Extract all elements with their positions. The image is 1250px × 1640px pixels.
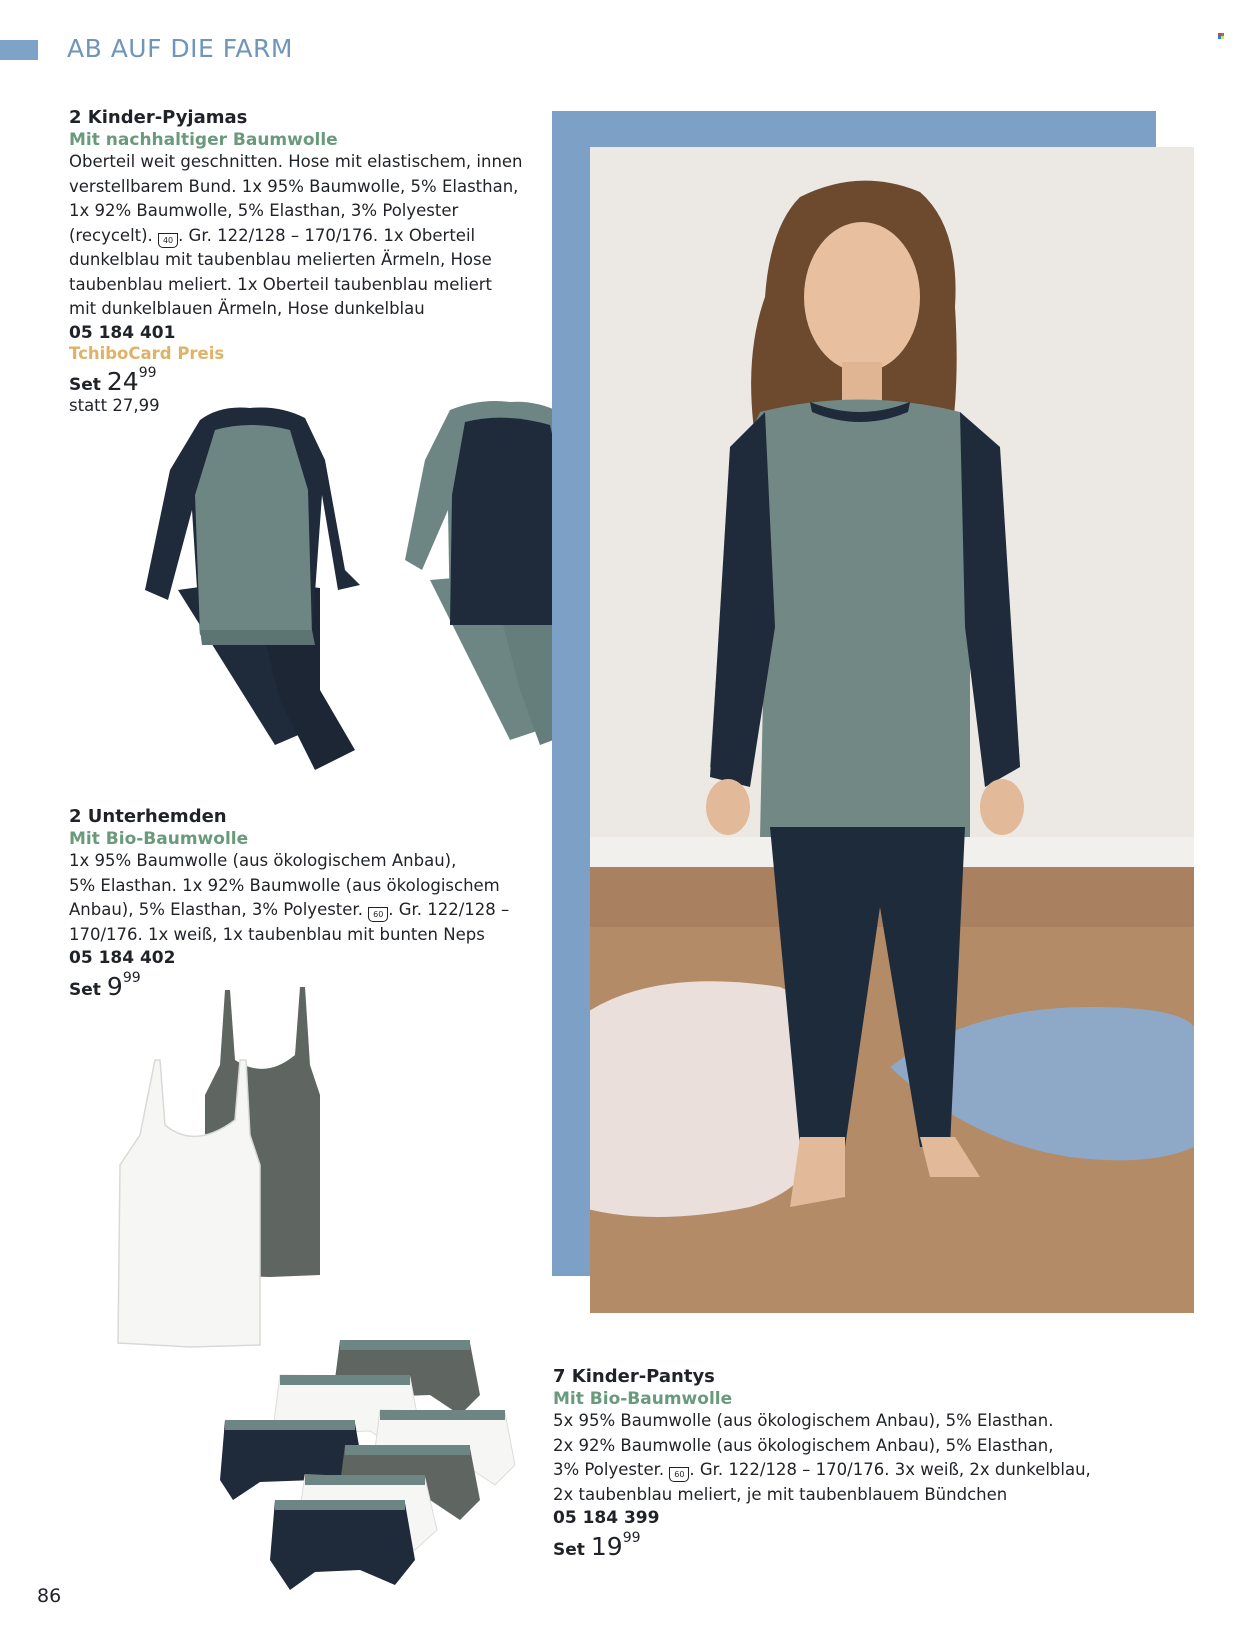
pyjama-navy-sleeves: [145, 407, 360, 770]
price: Set 1999: [553, 1530, 641, 1561]
wash-60-icon: 60: [669, 1467, 689, 1482]
product-description: 5x 95% Baumwolle (aus ökologischem Anbau), 5% Elasthan. 2x 92% Baumwolle (aus ökologischem Anbau), 5% Elasthan, 3% Polyester. 60 . Gr. 122/128 – 170/176. 3x weiß, 2x dunkelblau, 2x taubenblau meliert, je mit taubenblauem Bündchen: [553, 1411, 1091, 1504]
price: Set 2499: [69, 364, 157, 396]
price: Set 999: [69, 970, 141, 1001]
product-pyjamas: [69, 107, 539, 415]
product-subtitle: Mit Bio-Baumwolle: [69, 829, 249, 849]
product-description: 1x 95% Baumwolle (aus ökologischem Anbau), 5% Elasthan. 1x 92% Baumwolle (aus ökologischem Anbau), 5% Elasthan, 3% Polyester. 60 . Gr. 122/128 – 170/176. 1x weiß, 1x taubenblau mit bunten Neps: [69, 851, 510, 944]
product-pantys: [553, 1366, 1193, 1561]
product-subtitle: Mit Bio-Baumwolle: [553, 1389, 733, 1409]
tchibocard-label: TchiboCard Preis: [69, 343, 225, 363]
product-title: 2 Kinder-Pyjamas: [69, 107, 248, 128]
article-number: 05 184 399: [553, 1508, 660, 1528]
section-title: AB AUF DIE FARM: [67, 34, 293, 63]
pantys-product-image: [215, 1335, 525, 1605]
product-description: Oberteil weit geschnitten. Hose mit elastischem, innen verstellbarem Bund. 1x 95% Baumwolle, 5% Elasthan, 1x 92% Baumwolle, 5% Elasthan, 3% Polyester (recycelt). 40 . Gr. 122/128 – 170/176. 1x Oberteil dunkelblau mit taubenblau melierten Ärmeln, Hose taubenblau meliert. 1x Oberteil taubenblau meliert mit dunkelblauen Ärmeln, Hose dunkelblau: [69, 152, 523, 318]
product-subtitle: Mit nachhaltiger Baumwolle: [69, 130, 338, 150]
product-title: 7 Kinder-Pantys: [553, 1366, 715, 1387]
undershirt-product-image: [110, 985, 350, 1365]
product-undershirts: [69, 806, 539, 1001]
wash-60-icon: 60: [368, 907, 388, 922]
undershirt-white: [118, 1060, 260, 1347]
product-title: 2 Unterhemden: [69, 806, 227, 827]
old-price: statt 27,99: [69, 395, 160, 415]
model-photo: [590, 147, 1194, 1313]
wash-40-icon: 40: [158, 233, 178, 248]
article-number: 05 184 401: [69, 322, 176, 343]
article-number: 05 184 402: [69, 948, 176, 968]
page-number: 86: [37, 1585, 62, 1607]
header-accent-bar: [0, 40, 38, 60]
color-mark-icon: [1218, 33, 1225, 40]
